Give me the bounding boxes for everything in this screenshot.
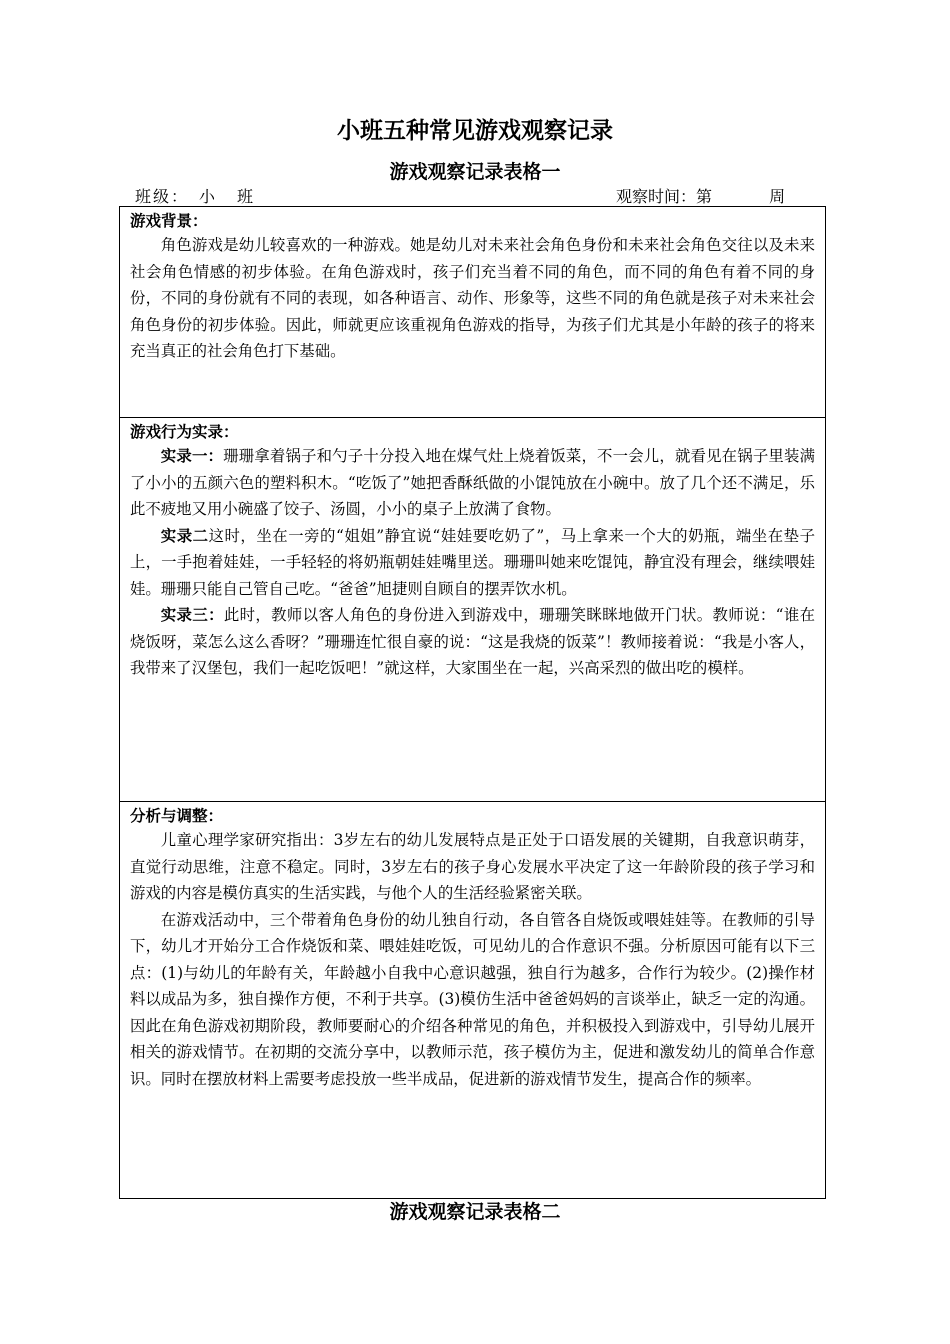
record-3 xyxy=(130,602,815,682)
record-3-text: 此时，教师以客人角色的身份进入到游戏中，珊珊笑眯眯地做开门状。教师说：“谁在烧饭呀，菜怎么这么香呀？”珊珊连忙很自豪的说：“这是我烧的饭菜”！教师接着说：“我是小客人，我带来了汉堡包，我们一起吃饭吧！”就这样，大家围坐在一起，兴高采烈的做出吃的模样。 xyxy=(130,606,815,677)
record-1 xyxy=(130,443,815,523)
time-value: 第 周 xyxy=(696,187,812,206)
analysis-paragraph-2: 在游戏活动中，三个带着角色身份的幼儿独自行动，各自管各自烧饭或喂娃娃等。在教师的引导下，幼儿才开始分工合作烧饭和菜、喂娃娃吃饭，可见幼儿的合作意识不强。分析原因可能有以下三点：(1)与幼儿的年龄有关，年龄越小自我中心意识越强，独自行为越多，合作行为较少。(2)操作材料以成品为多，独自操作方便，不利于共享。(3)模仿生活中爸爸妈妈的言谈举止，缺乏一定的沟通。因此在角色游戏初期阶段，教师要耐心的介绍各种常见的角色，并积极投入到游戏中，引导幼儿展开相关的游戏情节。在初期的交流分享中，以教师示范，孩子模仿为主，促进和激发幼儿的简单合作意识。同时在摆放材料上需要考虑投放一些半成品，促进新的游戏情节发生，提高合作的频率。 xyxy=(130,910,815,1088)
record-1-text: 珊珊拿着锅子和勺子十分投入地在煤气灶上烧着饭菜，不一会儿，就看见在锅子里装满了小小的五颜六色的塑料积木。“吃饭了”她把香酥纸做的小馄饨放在小碗中。放了几个还不满足，乐此不疲地又用小碗盛了饺子、汤圆，小小的桌子上放满了食物。 xyxy=(130,447,815,518)
analysis-paragraph-1: 儿童心理学家研究指出：3岁左右的幼儿发展特点是正处于口语发展的关键期，自我意识萌芽，直觉行动思维，注意不稳定。同时，3岁左右的孩子身心发展水平决定了这一年龄阶段的孩子学习和游戏的内容是模仿真实的生活实践，与他个人的生活经验紧密关联。 xyxy=(130,831,815,902)
section-background xyxy=(120,207,825,418)
record-3-label: 实录三： xyxy=(160,606,224,624)
class-label: 班级： xyxy=(135,187,190,206)
background-paragraph: 角色游戏是幼儿较喜欢的一种游戏。她是幼儿对未来社会角色身份和未来社会角色交往以及未来社会角色情感的初步体验。在角色游戏时，孩子们充当着不同的角色，而不同的角色有着不同的身份，不同的身份就有不同的表现，如各种语言、动作、形象等，这些不同的角色就是孩子对未来社会角色身份的初步体验。因此，师就更应该重视角色游戏的指导，为孩子们尤其是小年龄的孩子的将来充当真正的社会角色打下基础。 xyxy=(130,236,815,360)
record-2-text: 这时，坐在一旁的“姐姐”静宜说“娃娃要吃奶了”，马上拿来一个大的奶瓶，端坐在垫子上，一手抱着娃娃，一手轻轻的将奶瓶朝娃娃嘴里送。珊珊叫她来吃馄饨，静宜没有理会，继续喂娃娃。珊珊只能自己管自己吃。“爸爸”旭捷则自顾自的摆弄饮水机。 xyxy=(130,526,815,598)
observation-record-table xyxy=(119,206,826,1199)
time-label: 观察时间： xyxy=(616,187,697,206)
class-info xyxy=(135,184,275,207)
section-behavior xyxy=(120,418,825,802)
record-1-label: 实录一： xyxy=(160,447,224,465)
record-2-label: 实录二 xyxy=(160,526,209,545)
behavior-heading: 游戏行为实录： xyxy=(130,423,239,441)
record-2 xyxy=(130,523,815,603)
analysis-heading: 分析与调整： xyxy=(130,807,224,825)
document-title: 小班五种常见游戏观察记录 xyxy=(337,118,613,144)
background-heading: 游戏背景： xyxy=(130,212,208,230)
section-analysis xyxy=(120,802,825,1198)
table1-title: 游戏观察记录表格一 xyxy=(389,161,561,183)
observation-time xyxy=(616,184,811,207)
table2-title: 游戏观察记录表格二 xyxy=(389,1201,561,1223)
class-value: 小班 xyxy=(199,187,276,206)
